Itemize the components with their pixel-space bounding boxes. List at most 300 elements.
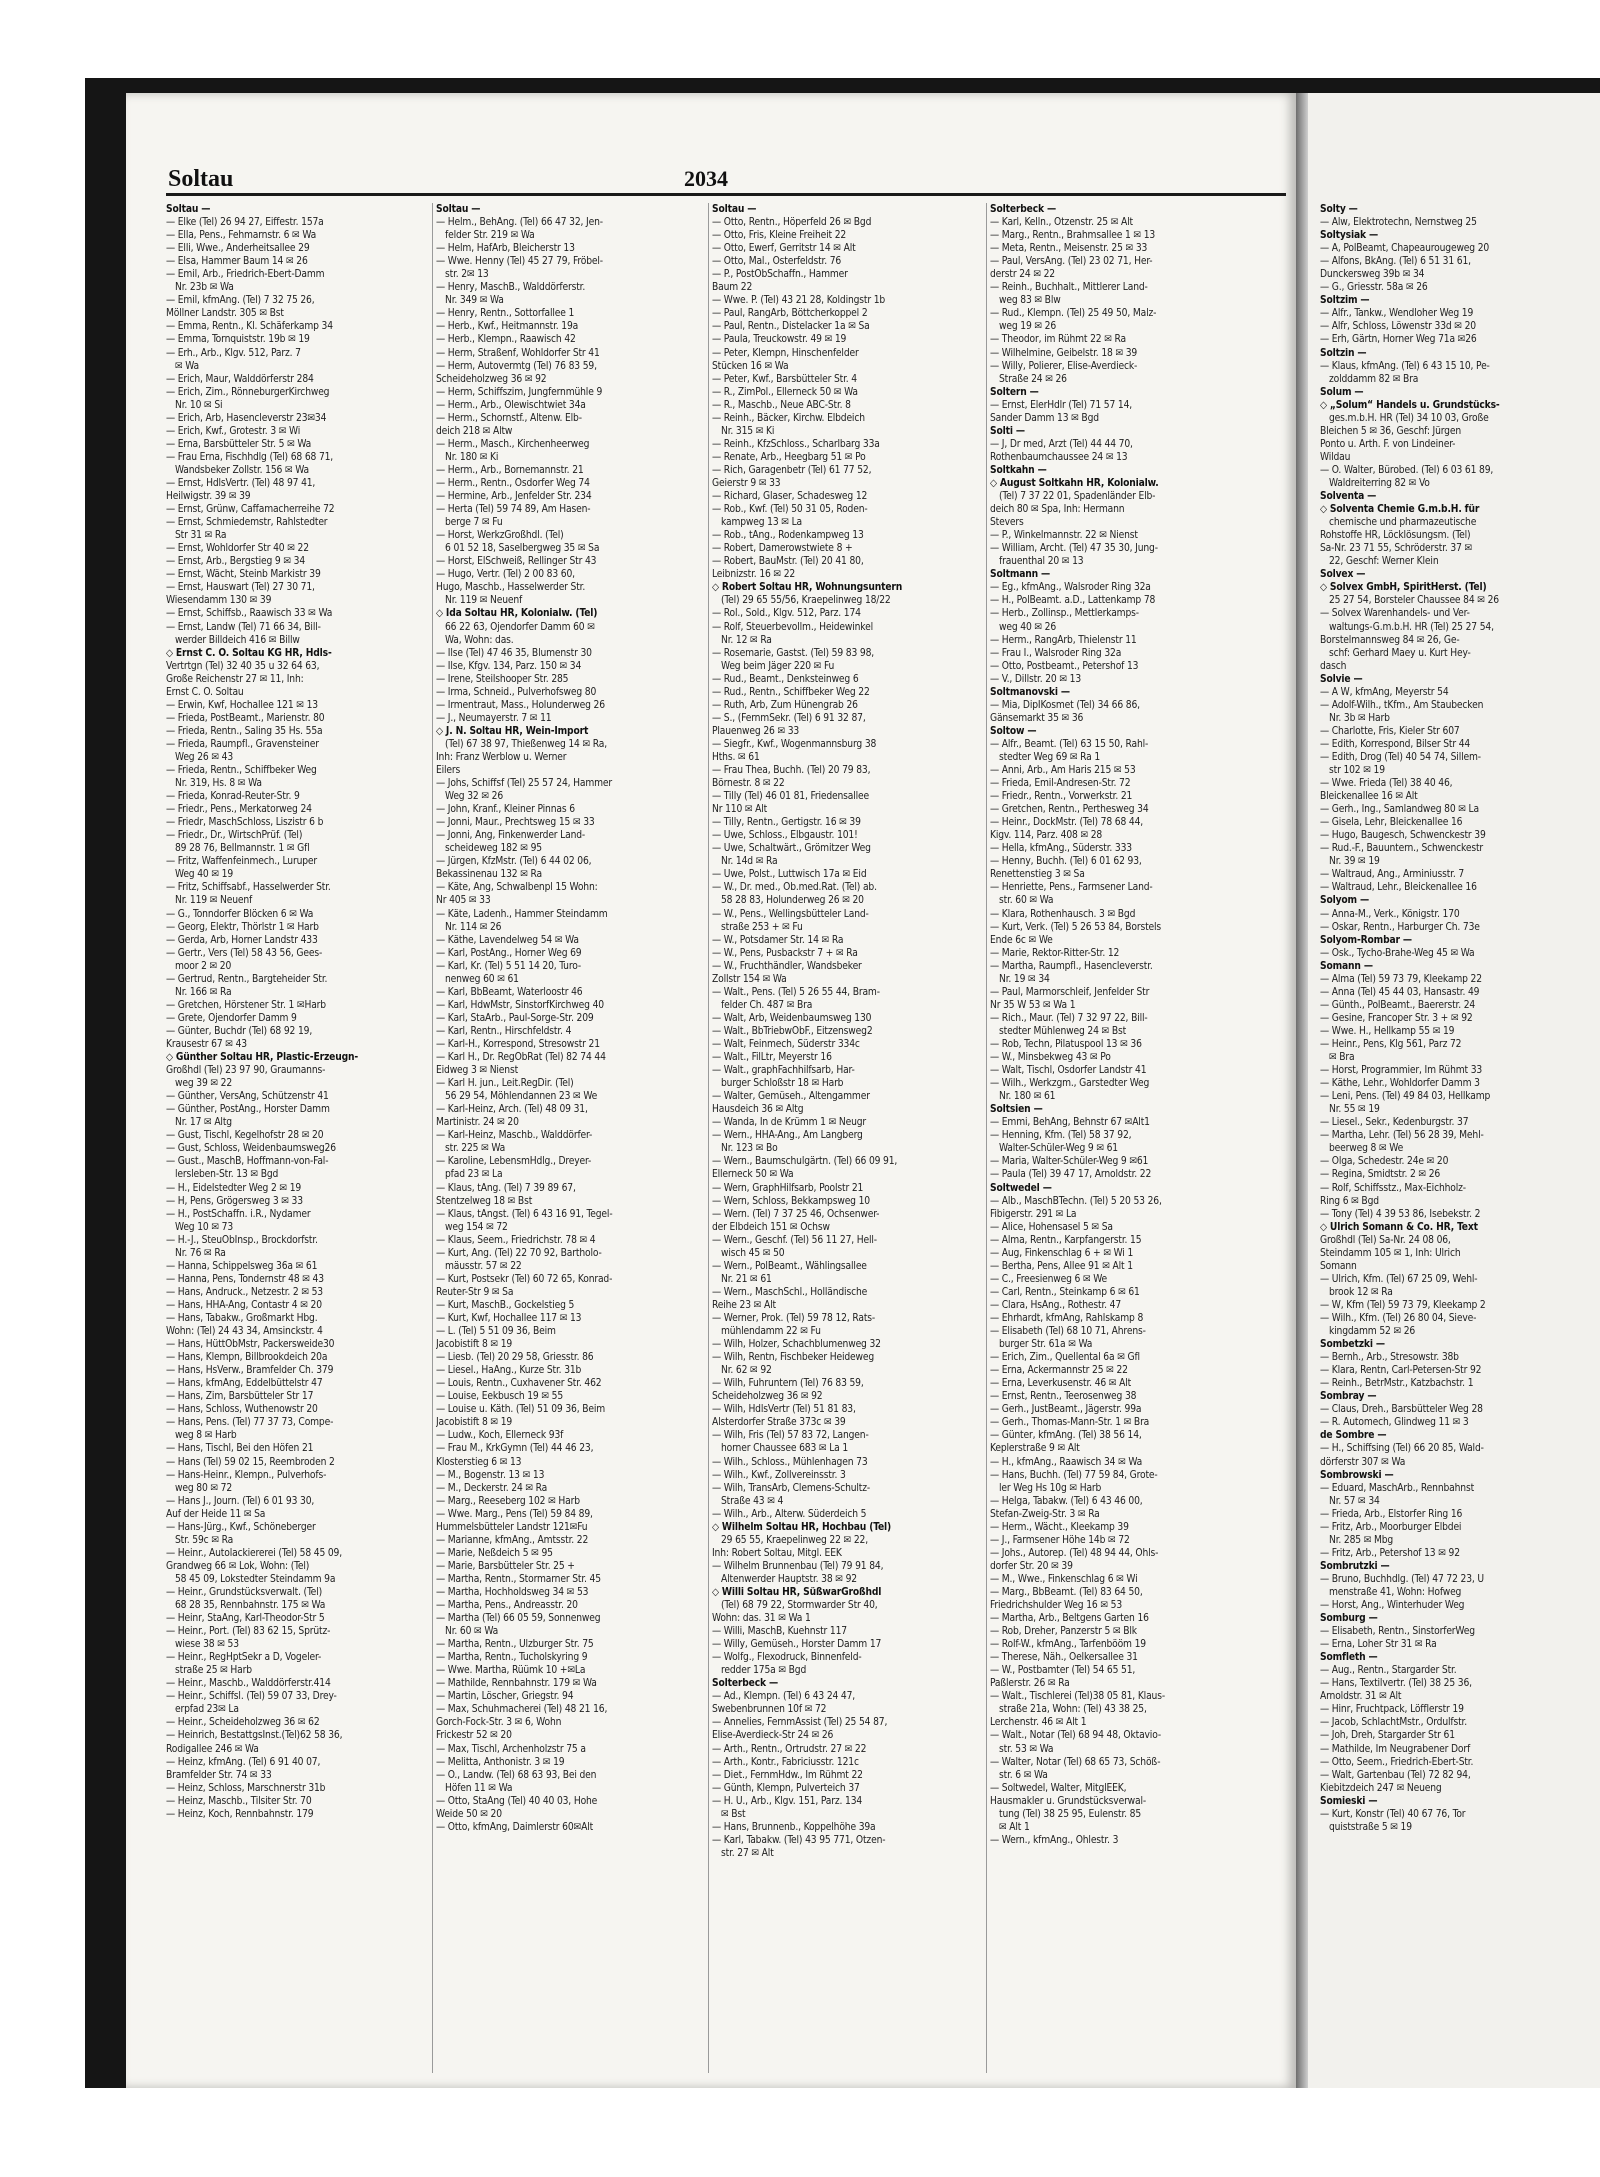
page-number: 2034	[684, 166, 728, 191]
directory-entry-line: — Liesel., Sekr., Kedenburgstr. 37	[1320, 1117, 1469, 1129]
directory-entry-line: — Rud.-F., Bauuntern., Schwenckestr	[1320, 843, 1484, 855]
directory-entry-line: — Gerh., JustBeamt., Jägerstr. 99a	[990, 1404, 1142, 1416]
directory-entry-line: — Fritz, Waffenfeinmech., Luruper	[166, 856, 318, 868]
directory-entry-line: Solventa —	[1320, 491, 1377, 503]
directory-entry-line: weg 154 ✉ 72	[445, 1221, 508, 1233]
directory-entry-line: Höfen 11 ✉ Wa	[445, 1782, 513, 1794]
directory-entry-line: Solyom-Rombar —	[1320, 934, 1412, 946]
directory-entry-line: Bekassinenau 132 ✉ Ra	[436, 869, 542, 881]
directory-entry-line: — Olga, Schedestr. 24e ✉ 20	[1320, 1156, 1449, 1168]
directory-entry-line: 56 29 54, Möhlendannen 23 ✉ We	[445, 1091, 598, 1103]
directory-entry-line: — Walt., FilLtr, Meyerstr 16	[712, 1052, 832, 1064]
directory-entry-line: — Hans-Jürg., Kwf., Schöneberger	[166, 1521, 316, 1533]
directory-entry-line: Ende 6c ✉ We	[990, 934, 1053, 946]
directory-entry-line: — Wern. (Tel) 7 37 25 46, Ochsenwer-	[712, 1208, 880, 1220]
directory-entry-line: Solti —	[990, 425, 1025, 437]
directory-entry-line: — Wwe. Frieda (Tel) 38 40 46,	[1320, 778, 1453, 790]
directory-entry-line: — Wern., PolBeamt., Wählingsallee	[712, 1260, 867, 1272]
directory-entry-line: — Karl, Tabakw. (Tel) 43 95 771, Otzen-	[712, 1834, 886, 1846]
directory-entry-line: — Käthe, Lavendelweg 54 ✉ Wa	[436, 934, 579, 946]
directory-entry-line: — L. (Tel) 5 51 09 36, Beim	[436, 1326, 556, 1338]
directory-entry-line: — Otto, Ewerf, Gerritstr 14 ✉ Alt	[712, 243, 856, 255]
directory-entry-line: — P., Winkelmannstr. 22 ✉ Nienst	[990, 530, 1138, 542]
directory-entry-line: — Ilse (Tel) 47 46 35, Blumenstr 30	[436, 647, 592, 659]
directory-entry-line: — O. Walter, Bürobed. (Tel) 6 03 61 89,	[1320, 464, 1494, 476]
directory-entry-line: — Marg., BbBeamt. (Tel) 83 64 50,	[990, 1586, 1143, 1598]
directory-entry-line: — Alfons, BkAng. (Tel) 6 51 31 61,	[1320, 256, 1471, 268]
directory-entry-line: brook 12 ✉ Ra	[1329, 1286, 1393, 1298]
directory-entry-line: ges.m.b.H. HR (Tel) 34 10 03, Große	[1329, 412, 1489, 424]
directory-entry-line: — Gust., MaschB, Hoffmann-von-Fal-	[166, 1156, 329, 1168]
directory-entry-line: — Irma, Schneid., Pulverhofsweg 80	[436, 686, 597, 698]
directory-entry-line: — Hans, Buchh. (Tel) 77 59 84, Grote-	[990, 1469, 1158, 1481]
directory-entry-line: — Hinr, Fruchtpack, Löfflerstr 19	[1320, 1704, 1464, 1716]
directory-entry-line: — Liesel., HaAng., Kurze Str. 31b	[436, 1365, 582, 1377]
directory-entry-line: — Ernst, Schiffsb., Raawisch 33 ✉ Wa	[166, 608, 333, 620]
directory-entry-line: — Rud., Klempn. (Tel) 25 49 50, Malz-	[990, 308, 1157, 320]
directory-entry-line: — Hans, Pens. (Tel) 77 37 73, Compe-	[166, 1417, 334, 1429]
directory-entry-line: Altenwerder Hauptstr. 38 ✉ 92	[721, 1573, 857, 1585]
directory-entry-line: — Erna, Leverkusenstr. 46 ✉ Alt	[990, 1378, 1132, 1390]
directory-entry-line: horner Chaussee 683 ✉ La 1	[721, 1443, 849, 1455]
directory-entry-line: Waldreiterring 82 ✉ Vo	[1329, 477, 1430, 489]
directory-entry-line: Scheideholzweg 36 ✉ 92	[712, 1391, 823, 1403]
directory-entry-line: — Heinr., Scheideholzweg 36 ✉ 62	[166, 1717, 320, 1729]
column-2	[436, 203, 704, 2073]
directory-entry-line: — Wilh, Rentn, Fischbeker Heideweg	[712, 1352, 875, 1364]
directory-entry-line: Nr. 39 ✉ 19	[1329, 856, 1380, 868]
directory-entry-line: Soltau —	[712, 204, 757, 215]
directory-entry-line: Somann —	[1320, 960, 1373, 972]
directory-entry-line: Nr. 285 ✉ Mbg	[1329, 1534, 1394, 1546]
directory-entry-line: — Walt., Pens. (Tel) 5 26 55 44, Bram-	[712, 986, 880, 998]
directory-entry-line: — V., Dillstr. 20 ✉ 13	[990, 673, 1081, 685]
directory-entry-line: — Erwin, Kwf, Hochallee 121 ✉ 13	[166, 699, 318, 711]
directory-entry-line: burger Schloßstr 18 ✉ Harb	[721, 1078, 844, 1090]
directory-entry-line: — Otto, Seem., Friedrich-Ebert-Str.	[1320, 1756, 1474, 1768]
directory-entry-line: — Ilse, Kfgv. 134, Parz. 150 ✉ 34	[436, 660, 582, 672]
directory-entry-line: 25 27 54, Borsteler Chaussee 84 ✉ 26	[1329, 595, 1499, 607]
directory-entry-line: — Walt, Tischl, Osdorfer Landstr 41	[990, 1065, 1147, 1077]
directory-entry-line: — Ernst, Rentn., Teerosenweg 38	[990, 1391, 1137, 1403]
directory-entry-line: — Wwe. Marg., Pens (Tel) 59 84 89,	[436, 1508, 593, 1520]
directory-entry-line: — W., Fruchthändler, Wandsbeker	[712, 960, 862, 972]
directory-entry-line: — Ernst, HdlsVertr. (Tel) 48 97 41,	[166, 477, 316, 489]
directory-entry-line: — Mathilde, Im Neugrabener Dorf	[1320, 1743, 1471, 1755]
directory-entry-line: Sombray —	[1320, 1391, 1377, 1403]
directory-entry-line: — Hans, Brunnenb., Koppelhöhe 39a	[712, 1821, 876, 1833]
directory-entry-line: — Rud., Beamt., Denksteinweg 6	[712, 673, 859, 685]
directory-entry-line: — G., Griesstr. 58a ✉ 26	[1320, 282, 1428, 294]
directory-entry-line: — Otto, Postbeamt., Petershof 13	[990, 660, 1139, 672]
directory-entry-line: Solterbeck —	[712, 1678, 779, 1690]
directory-entry-line: — Eg., kfmAng., Walsroder Ring 32a	[990, 582, 1151, 594]
directory-entry-line: — Walt., Tischlerei (Tel)38 05 81, Klaus-	[990, 1691, 1165, 1703]
directory-entry-line: — W., Pens, Pusbackstr 7 + ✉ Ra	[712, 947, 858, 959]
directory-entry-line: — Ruth, Arb, Zum Hünengrab 26	[712, 699, 858, 711]
directory-entry-line: 22, Geschf: Werner Klein	[1329, 556, 1439, 568]
column-4	[990, 203, 1276, 2073]
directory-entry-line: 68 28 35, Rennbahnstr. 175 ✉ Wa	[175, 1600, 326, 1612]
directory-entry-line: — Johs., Autorep. (Tel) 48 94 44, Ohls-	[990, 1547, 1159, 1559]
directory-entry-line: Str 31 ✉ Ra	[175, 530, 227, 542]
directory-entry-line: — Herm., RangArb, Thielenstr 11	[990, 634, 1137, 646]
directory-entry-line: Nr. 315 ✉ Ki	[721, 425, 775, 437]
directory-entry-line: Nr. 166 ✉ Ra	[175, 986, 232, 998]
directory-entry-line: — Heinr., Maschb., Walddörferstr.414	[166, 1678, 331, 1690]
directory-entry-line: — Gesine, Francoper Str. 3 + ✉ 92	[1320, 1012, 1473, 1024]
directory-entry-line: Bleichen 5 ✉ 36, Geschf: Jürgen	[1320, 425, 1461, 437]
directory-entry-line: — Heinrich, BestattgsInst.(Tel)62 58 36,	[166, 1730, 343, 1742]
directory-entry-line: — Otto, Fris, Kleine Freiheit 22	[712, 230, 847, 242]
directory-entry-line: — Theodor, im Rühmt 22 ✉ Ra	[990, 334, 1126, 346]
directory-entry-line: — Karl, PostAng., Horner Weg 69	[436, 947, 582, 959]
directory-entry-line: — Klara, Rothenhausch. 3 ✉ Bgd	[990, 908, 1136, 920]
directory-entry-line: tung (Tel) 38 25 95, Eulenstr. 85	[999, 1808, 1141, 1820]
directory-entry-line: — Henry, Rentn., Sottorfallee 1	[436, 308, 575, 320]
directory-entry-line: ◇ „Solum“ Handels u. Grundstücks-	[1320, 399, 1500, 411]
directory-entry-line: — Rolf-W., kfmAng., Tarfenbööm 19	[990, 1639, 1146, 1651]
directory-entry-line: — Günther, VersAng, Schützenstr 41	[166, 1091, 329, 1103]
directory-entry-line: — Arth., Rentn., Ortrudstr. 27 ✉ 22	[712, 1743, 867, 1755]
directory-entry-line: weg 83 ✉ Blw	[999, 295, 1061, 307]
directory-entry-line: — Irene, Steilshooper Str. 285	[436, 673, 569, 685]
directory-entry-line: kampweg 13 ✉ La	[721, 517, 802, 529]
directory-entry-line: Plauenweg 26 ✉ 33	[712, 725, 800, 737]
directory-entry-line: — Tilly (Tel) 46 01 81, Friedensallee	[712, 791, 870, 803]
directory-entry-line: — Willi, MaschB, Kuehnstr 117	[712, 1626, 847, 1638]
directory-entry-line: Nr. 123 ✉ Bo	[721, 1143, 778, 1155]
directory-entry-line: — Klara, Rentn, Carl-Petersen-Str 92	[1320, 1365, 1482, 1377]
directory-entry-line: Gänsemarkt 35 ✉ 36	[990, 712, 1084, 724]
directory-entry-line: — Rich., Maur. (Tel) 7 32 97 22, Bill-	[990, 1012, 1148, 1024]
directory-entry-line: — Karl-H., Korrespond, Stresowstr 21	[436, 1039, 600, 1050]
directory-entry-line: — Arth., Kontr., Fabriciusstr. 121c	[712, 1756, 859, 1768]
directory-entry-line: — Karl, Kelln., Otzenstr. 25 ✉ Alt	[990, 217, 1133, 229]
directory-entry-line: — Paula (Tel) 39 47 17, Arnoldstr. 22	[990, 1169, 1152, 1181]
directory-entry-line: Jacobistift 8 ✉ 19	[436, 1417, 513, 1429]
directory-entry-line: — Helga, Tabakw. (Tel) 6 43 46 00,	[990, 1495, 1143, 1507]
directory-entry-line: — Frau M., KrkGymn (Tel) 44 46 23,	[436, 1443, 594, 1455]
directory-entry-line: Frickestr 52 ✉ 20	[436, 1730, 512, 1742]
directory-entry-line: Scheideholzweg 36 ✉ 92	[436, 373, 547, 385]
directory-entry-line: ler Weg Hs 10g ✉ Harb	[999, 1482, 1102, 1494]
directory-entry-line: Nr. 180 ✉ 61	[999, 1091, 1056, 1103]
directory-entry-line: — Willy, Gemüseh., Horster Damm 17	[712, 1639, 882, 1651]
directory-entry-line: Soltmann —	[990, 569, 1051, 581]
directory-entry-line: — Wilh, TransArb, Clemens-Schultz-	[712, 1482, 871, 1494]
directory-entry-line: — Wilh, Holzer, Schachblumenweg 32	[712, 1339, 881, 1351]
directory-entry-line: — H. U., Arb., Klgv. 151, Parz. 134	[712, 1795, 863, 1807]
directory-entry-line: — H, Pens, Grögersweg 3 ✉ 33	[166, 1195, 303, 1207]
directory-entry-line: Große Reichenstr 27 ✉ 11, Inh:	[166, 673, 304, 685]
directory-entry-line: ◇ Ulrich Somann & Co. HR, Text	[1320, 1221, 1478, 1233]
directory-entry-line: — Marg., Reeseberg 102 ✉ Harb	[436, 1495, 580, 1507]
directory-entry-line: — R., ZimPol., Ellerneck 50 ✉ Wa	[712, 386, 858, 398]
directory-entry-line: — Friedr, MaschSchloss, Liszistr 6 b	[166, 817, 324, 829]
directory-entry-line: Nr. 180 ✉ Ki	[445, 451, 499, 463]
directory-entry-line: — Wilh., Arb., Alterw. Süderdeich 5	[712, 1508, 867, 1520]
directory-entry-line: — Therese, Näh., Oelkersallee 31	[990, 1652, 1138, 1664]
directory-entry-line: — Emma, Rentn., Kl. Schäferkamp 34	[166, 321, 333, 333]
directory-entry-line: — Otto, Rentn., Höperfeld 26 ✉ Bgd	[712, 217, 872, 229]
directory-entry-line: — Gerh., Ing., Samlandweg 80 ✉ La	[1320, 804, 1479, 816]
directory-entry-line: — Ehrhardt, kfmAng, Rahlskamp 8	[990, 1312, 1144, 1324]
directory-entry-line: — Hans, Tabakw., Großmarkt Hbg.	[166, 1312, 318, 1324]
directory-entry-line: Weg 10 ✉ 73	[175, 1221, 234, 1233]
directory-entry-line: — Karl, StaArb., Paul-Sorge-Str. 209	[436, 1012, 594, 1024]
directory-entry-line: — Otto, kfmAng, Daimlerstr 60✉Alt	[436, 1821, 594, 1833]
directory-entry-line: ◇ August Soltkahn HR, Kolonialw.	[990, 477, 1159, 489]
directory-entry-line: — M., Bogenstr. 13 ✉ 13	[436, 1469, 545, 1481]
directory-entry-line: — Hella, kfmAng., Süderstr. 333	[990, 843, 1132, 855]
directory-entry-line: — H.-J., SteuObInsp., Brockdorfstr.	[166, 1234, 318, 1246]
directory-entry-line: — Wwe. P. (Tel) 43 21 28, Koldingstr 1b	[712, 295, 886, 307]
directory-entry-line: — Walt., Notar (Tel) 68 94 48, Oktavio-	[990, 1730, 1162, 1742]
directory-entry-line: — Kurt, Verk. (Tel) 5 26 53 84, Borstels	[990, 921, 1162, 933]
directory-entry-line: — Ernst, Wächt, Steinb Markistr 39	[166, 569, 321, 581]
directory-entry-line: — Hans, kfmAng, Eddelbüttelstr 47	[166, 1378, 323, 1390]
running-head: Soltau	[168, 166, 234, 192]
directory-entry-line: Kiebitzdeich 247 ✉ Neueng	[1320, 1782, 1442, 1794]
directory-entry-line: — Wern., kfmAng., Ohlestr. 3	[990, 1834, 1119, 1846]
directory-entry-line: — Gisela, Lehr, Bleickenallee 16	[1320, 817, 1463, 829]
directory-entry-line: Solvie —	[1320, 673, 1363, 685]
directory-entry-line: Weg 32 ✉ 26	[445, 791, 504, 803]
directory-entry-line: — Gertrud, Rentn., Bargteheider Str.	[166, 973, 328, 985]
directory-entry-line: — Erich, Zim., RönneburgerKirchweg	[166, 386, 330, 398]
directory-entry-line: Sombrowski —	[1320, 1469, 1394, 1481]
directory-entry-line: — Hugo, Baugesch, Schwenckestr 39	[1320, 830, 1486, 842]
directory-entry-line: — G., Tonndorfer Blöcken 6 ✉ Wa	[166, 908, 314, 920]
directory-entry-line: Friedrichshulder Weg 16 ✉ 53	[990, 1600, 1123, 1612]
directory-entry-line: Swebenbrunnen 10f ✉ 72	[712, 1704, 827, 1716]
directory-entry-line: Bleickenallee 16 ✉ Alt	[1320, 791, 1418, 803]
directory-entry-line: — A W, kfmAng, Meyerstr 54	[1320, 686, 1449, 698]
directory-entry-line: frauenthal 20 ✉ 13	[999, 556, 1084, 568]
directory-entry-line: redder 175a ✉ Bgd	[721, 1665, 807, 1677]
directory-entry-line: waltungs-G.m.b.H. HR (Tel) 25 27 54,	[1329, 621, 1494, 633]
directory-entry-line: — S., (FernmSekr. (Tel) 6 91 32 87,	[712, 712, 866, 724]
directory-entry-line: — Horst, Programmier, Im Rühmt 33	[1320, 1065, 1483, 1077]
directory-entry-line: — Elsa, Hammer Baum 14 ✉ 26	[166, 256, 308, 268]
directory-entry-line: — Peter, Klempn, Hinschenfelder	[712, 347, 859, 359]
directory-entry-line: — Wern., MaschSchl., Holländische	[712, 1286, 868, 1298]
directory-entry-line: — Emmi, BehAng, Behnstr 67 ✉Alt1	[990, 1117, 1150, 1129]
directory-entry-line: Leibnizstr. 16 ✉ 22	[712, 569, 796, 581]
directory-entry-line: — Karl-Heinz, Arch. (Tel) 48 09 31,	[436, 1104, 588, 1116]
directory-entry-line: — Heinz, kfmAng. (Tel) 6 91 40 07,	[166, 1756, 321, 1768]
directory-entry-line: — Paula, Treuckowstr. 49 ✉ 19	[712, 334, 847, 346]
directory-entry-line: Hugo, Maschb., Hasselwerder Str.	[436, 582, 586, 594]
directory-entry-line: Soltkahn —	[990, 464, 1047, 476]
directory-entry-line: — Ernst, Landw (Tel) 71 66 34, Bill-	[166, 621, 321, 633]
directory-entry-line: — R. Automech, Glindweg 11 ✉ 3	[1320, 1417, 1469, 1429]
directory-entry-line: 6 01 52 18, Saselbergweg 35 ✉ Sa	[445, 543, 600, 555]
directory-entry-line: — Georg, Elektr, Thörlstr 1 ✉ Harb	[166, 921, 319, 933]
directory-entry-line: — Käte, Ang, Schwalbenpl 15 Wohn:	[436, 882, 598, 894]
directory-entry-line: — Solvex Warenhandels- und Ver-	[1320, 608, 1470, 620]
directory-entry-line: — Eduard, MaschArb., Rennbahnst	[1320, 1482, 1475, 1494]
directory-entry-line: — Johs, Schiffsf (Tel) 25 57 24, Hammer	[436, 778, 613, 790]
directory-entry-line: Nr. 319, Hs. 8 ✉ Wa	[175, 778, 262, 790]
directory-entry-line: — Emma, Tornquiststr. 19b ✉ 19	[166, 334, 310, 346]
directory-entry-line: — Hans, Zim, Barsbütteler Str 17	[166, 1391, 314, 1403]
directory-entry-line: — Wilh., Kfm. (Tel) 26 80 04, Sieve-	[1320, 1312, 1477, 1324]
directory-entry-line: — H., Eidelstedter Weg 2 ✉ 19	[166, 1182, 302, 1194]
directory-entry-line: 58 28 83, Holunderweg 26 ✉ 20	[721, 895, 864, 907]
directory-entry-line: Wiesendamm 130 ✉ 39	[166, 595, 272, 607]
column-divider	[432, 203, 433, 2073]
directory-entry-line: ◇ Günther Soltau HR, Plastic-Erzeugn-	[166, 1052, 359, 1064]
directory-entry-line: — Hans, HHA-Ang, Contastr 4 ✉ 20	[166, 1299, 322, 1311]
directory-entry-line: — Carl, Rentn., Steinkamp 6 ✉ 61	[990, 1286, 1140, 1298]
directory-entry-line: — Heinr., RegHptSekr a D, Vogeler-	[166, 1652, 322, 1664]
directory-entry-line: — Rob, Dreher, Panzerstr 5 ✉ Blk	[990, 1626, 1137, 1638]
directory-entry-line: Ernst C. O. Soltau	[166, 686, 244, 698]
directory-entry-line: — W., Postbamter (Tel) 54 65 51,	[990, 1665, 1136, 1677]
directory-entry-line: Soltzin —	[1320, 347, 1367, 359]
directory-entry-line: — Marie, Neßdeich 5 ✉ 95	[436, 1547, 553, 1559]
directory-entry-line: Soltwedel —	[990, 1182, 1052, 1194]
directory-entry-line: Nr 35 W 53 ✉ Wa 1	[990, 999, 1076, 1011]
directory-entry-line: — Klaus, tAng. (Tel) 7 39 89 67,	[436, 1182, 576, 1194]
directory-entry-line: — Louis, Rentn., Cuxhavener Str. 462	[436, 1378, 602, 1390]
directory-entry-line: — Elke (Tel) 26 94 27, Eiffestr. 157a	[166, 217, 324, 229]
directory-entry-line: chemische und pharmazeutische	[1329, 517, 1477, 529]
column-5	[1320, 203, 1600, 2073]
directory-entry-line: — Kurt, Kwf, Hochallee 117 ✉ 13	[436, 1312, 582, 1324]
directory-entry-line: — Uwe, Schloss., Elbgaustr. 101!	[712, 830, 858, 842]
directory-entry-line: — Emil, Arb., Friedrich-Ebert-Damm	[166, 269, 325, 281]
directory-entry-line: Martinistr. 24 ✉ 20	[436, 1117, 519, 1129]
directory-entry-line: Hummelsbütteler Landstr 121✉Fu	[436, 1521, 588, 1533]
directory-entry-line: — W, Kfm (Tel) 59 73 79, Kleekamp 2	[1320, 1299, 1486, 1311]
directory-entry-line: — Paul, Rentn., Distelacker 1a ✉ Sa	[712, 321, 870, 333]
directory-entry-line: — Claus, Dreh., Barsbütteler Weg 28	[1320, 1404, 1483, 1416]
directory-entry-line: Hths. ✉ 61	[712, 751, 760, 763]
directory-entry-line: — Erich, Zim., Quellental 6a ✉ Gfl	[990, 1352, 1140, 1364]
directory-entry-line: — M., Wwe., Finkenschlag 6 ✉ Wi	[990, 1573, 1138, 1585]
directory-entry-line: — Elisabeth (Tel) 68 10 71, Ahrens-	[990, 1326, 1146, 1338]
directory-entry-line: — Klaus, tAngst. (Tel) 6 43 16 91, Tegel-	[436, 1208, 613, 1220]
directory-entry-line: — Heinz, Maschb., Tilsiter Str. 70	[166, 1795, 312, 1807]
directory-entry-line: Solvex —	[1320, 569, 1366, 581]
directory-entry-line: — W., Dr. med., Ob.med.Rat. (Tel) ab.	[712, 882, 877, 894]
directory-entry-line: — Alfr., Tankw., Wendloher Weg 19	[1320, 308, 1474, 320]
directory-entry-line: straße 25 ✉ Harb	[175, 1665, 252, 1677]
directory-entry-line: felder Ch. 487 ✉ Bra	[721, 999, 813, 1011]
directory-entry-line: 66 22 63, Ojendorfer Damm 60 ✉	[445, 621, 595, 633]
directory-entry-line: — Reinh., BetrMstr., Katzbachstr. 1	[1320, 1378, 1474, 1390]
directory-entry-line: Wa, Wohn: das.	[445, 634, 514, 646]
directory-entry-line: — Herm., Arb., Bornemannstr. 21	[436, 464, 584, 476]
directory-entry-line: dasch	[1320, 660, 1347, 672]
directory-entry-line: — Wilh, Fuhruntern (Tel) 76 83 59,	[712, 1378, 864, 1390]
directory-entry-line: deich 80 ✉ Spa, Inh: Hermann	[990, 504, 1125, 516]
directory-entry-line: — Günth, Klempn, Pulverteich 37	[712, 1782, 860, 1794]
directory-entry-line: deich 218 ✉ Altw	[436, 425, 513, 437]
directory-entry-line: — Ella, Pens., Fehmarnstr. 6 ✉ Wa	[166, 230, 317, 242]
directory-entry-line: weg 39 ✉ 22	[175, 1078, 233, 1090]
directory-entry-line: Keplerstraße 9 ✉ Alt	[990, 1443, 1080, 1455]
directory-entry-line: — Fritz, Arb., Moorburger Elbdei	[1320, 1521, 1462, 1533]
directory-entry-line: — Siegfr., Kwf., Wogenmannsburg 38	[712, 738, 877, 750]
directory-entry-line: Möllner Landstr. 305 ✉ Bst	[166, 308, 284, 320]
directory-entry-line: — Heinr., Pens, Klg 561, Parz 72	[1320, 1039, 1462, 1050]
directory-entry-line: (Tel) 67 38 97, Thießenweg 14 ✉ Ra,	[445, 738, 608, 750]
directory-entry-line: — Ernst, Hauswart (Tel) 27 30 71,	[166, 582, 315, 594]
directory-entry-line: — Henning, Kfm. (Tel) 58 37 92,	[990, 1130, 1132, 1142]
directory-entry-line: Soltmanovski —	[990, 686, 1070, 698]
directory-entry-line: Sa-Nr. 23 71 55, Schröderstr. 37 ✉	[1320, 543, 1473, 555]
directory-entry-line: — Erich, Arb, Hasencleverstr 23✉34	[166, 412, 327, 424]
directory-entry-line: — Liesb. (Tel) 20 29 58, Griesstr. 86	[436, 1352, 594, 1364]
directory-entry-line: — Wolfg., Flexodruck, Binnenfeld-	[712, 1652, 862, 1664]
directory-entry-line: — Martha (Tel) 66 05 59, Sonnenweg	[436, 1613, 601, 1625]
directory-entry-line: stedter Mühlenweg 24 ✉ Bst	[999, 1025, 1127, 1037]
directory-entry-line: — Herta (Tel) 59 74 89, Am Hasen-	[436, 504, 591, 516]
directory-entry-line: — William, Archt. (Tel) 47 35 30, Jung-	[990, 543, 1158, 555]
directory-entry-line: — Karoline, LebensmHdlg., Dreyer-	[436, 1156, 592, 1168]
directory-entry-line: — Regina, Smidtstr. 2 ✉ 26	[1320, 1169, 1441, 1181]
directory-entry-line: weg 40 ✉ 26	[999, 621, 1057, 633]
directory-entry-line: Ellerneck 50 ✉ Wa	[712, 1169, 794, 1181]
directory-entry-line: Nr. 62 ✉ 92	[721, 1365, 772, 1377]
directory-entry-line: — Helm., BehAng. (Tel) 66 47 32, Jen-	[436, 217, 603, 229]
directory-entry-line: — H., kfmAng., Raawisch 34 ✉ Wa	[990, 1456, 1143, 1468]
directory-entry-line: — Jacob, SchlachtMstr., Ordulfstr.	[1320, 1717, 1467, 1729]
directory-entry-line: Eilers	[436, 765, 461, 777]
directory-entry-line: — Gerda, Arb, Horner Landstr 433	[166, 934, 318, 946]
directory-entry-line: Borstelmannsweg 84 ✉ 26, Ge-	[1320, 634, 1460, 646]
directory-entry-line: — Hans, Schloss, Wuthenowstr 20	[166, 1404, 318, 1416]
directory-entry-line: Auf der Heide 11 ✉ Sa	[166, 1508, 266, 1520]
directory-entry-line: — Frieda, PostBeamt., Marienstr. 80	[166, 712, 325, 724]
directory-entry-line: — Elisabeth, Rentn., SinstorferWeg	[1320, 1626, 1475, 1638]
directory-entry-line: Reihe 23 ✉ Alt	[712, 1299, 776, 1311]
directory-entry-line: — Karl, BbBeamt, Waterloostr 46	[436, 986, 583, 998]
directory-entry-line: — Kurt, Konstr (Tel) 40 67 76, Tor	[1320, 1808, 1466, 1820]
directory-entry-line: — Osk., Tycho-Brahe-Weg 45 ✉ Wa	[1320, 947, 1475, 959]
directory-entry-line: ✉ Alt 1	[999, 1821, 1030, 1833]
directory-entry-line: — Walter, Gemüseh., Altengammer	[712, 1091, 870, 1103]
directory-entry-line: str 102 ✉ 19	[1329, 765, 1385, 777]
directory-entry-line: — Aug, Finkenschlag 6 + ✉ Wi 1	[990, 1247, 1134, 1259]
directory-entry-line: — Heinr, StaAng, Karl-Theodor-Str 5	[166, 1613, 325, 1625]
directory-entry-line: — Herb., Klempn., Raawisch 42	[436, 334, 576, 346]
directory-entry-line: nenweg 60 ✉ 61	[445, 973, 519, 985]
directory-entry-line: — Friedr., Pens., Merkatorweg 24	[166, 804, 312, 816]
directory-entry-line: — O., Landw. (Tel) 68 63 93, Bei den	[436, 1769, 597, 1781]
directory-entry-line: — Kurt, MaschB., Gockelstieg 5	[436, 1299, 575, 1311]
directory-entry-line: — Herm, Autovermtg (Tel) 76 83 59,	[436, 360, 597, 372]
directory-entry-line: ◇ Ida Soltau HR, Kolonialw. (Tel)	[436, 608, 598, 620]
directory-entry-line: — Alice, Hohensasel 5 ✉ Sa	[990, 1221, 1113, 1233]
directory-entry-line: — John, Kranf., Kleiner Pinnas 6	[436, 804, 575, 816]
directory-entry-line: Hausmakler u. Grundstücksverwal-	[990, 1795, 1147, 1807]
directory-entry-line: Gorch-Fock-Str. 3 ✉ 6, Wohn	[436, 1717, 562, 1729]
directory-entry-line: — Ulrich, Kfm. (Tel) 67 25 09, Wehl-	[1320, 1273, 1478, 1285]
directory-entry-line: Klosterstieg 6 ✉ 13	[436, 1456, 522, 1468]
directory-entry-line: — Rob., Kwf. (Tel) 50 31 05, Roden-	[712, 504, 868, 516]
directory-entry-line: — Martha, Rentn., Stormarner Str. 45	[436, 1573, 601, 1585]
directory-entry-line: ✉ Bra	[1329, 1052, 1355, 1064]
directory-entry-line: — Wilhelm Brunnenbau (Tel) 79 91 84,	[712, 1560, 884, 1572]
directory-entry-line: — Alw, Elektrotechn, Nernstweg 25	[1320, 217, 1477, 229]
directory-entry-line: schf: Gerhard Maey u. Kurt Hey-	[1329, 647, 1471, 659]
directory-entry-line: str. 225 ✉ Wa	[445, 1143, 506, 1155]
